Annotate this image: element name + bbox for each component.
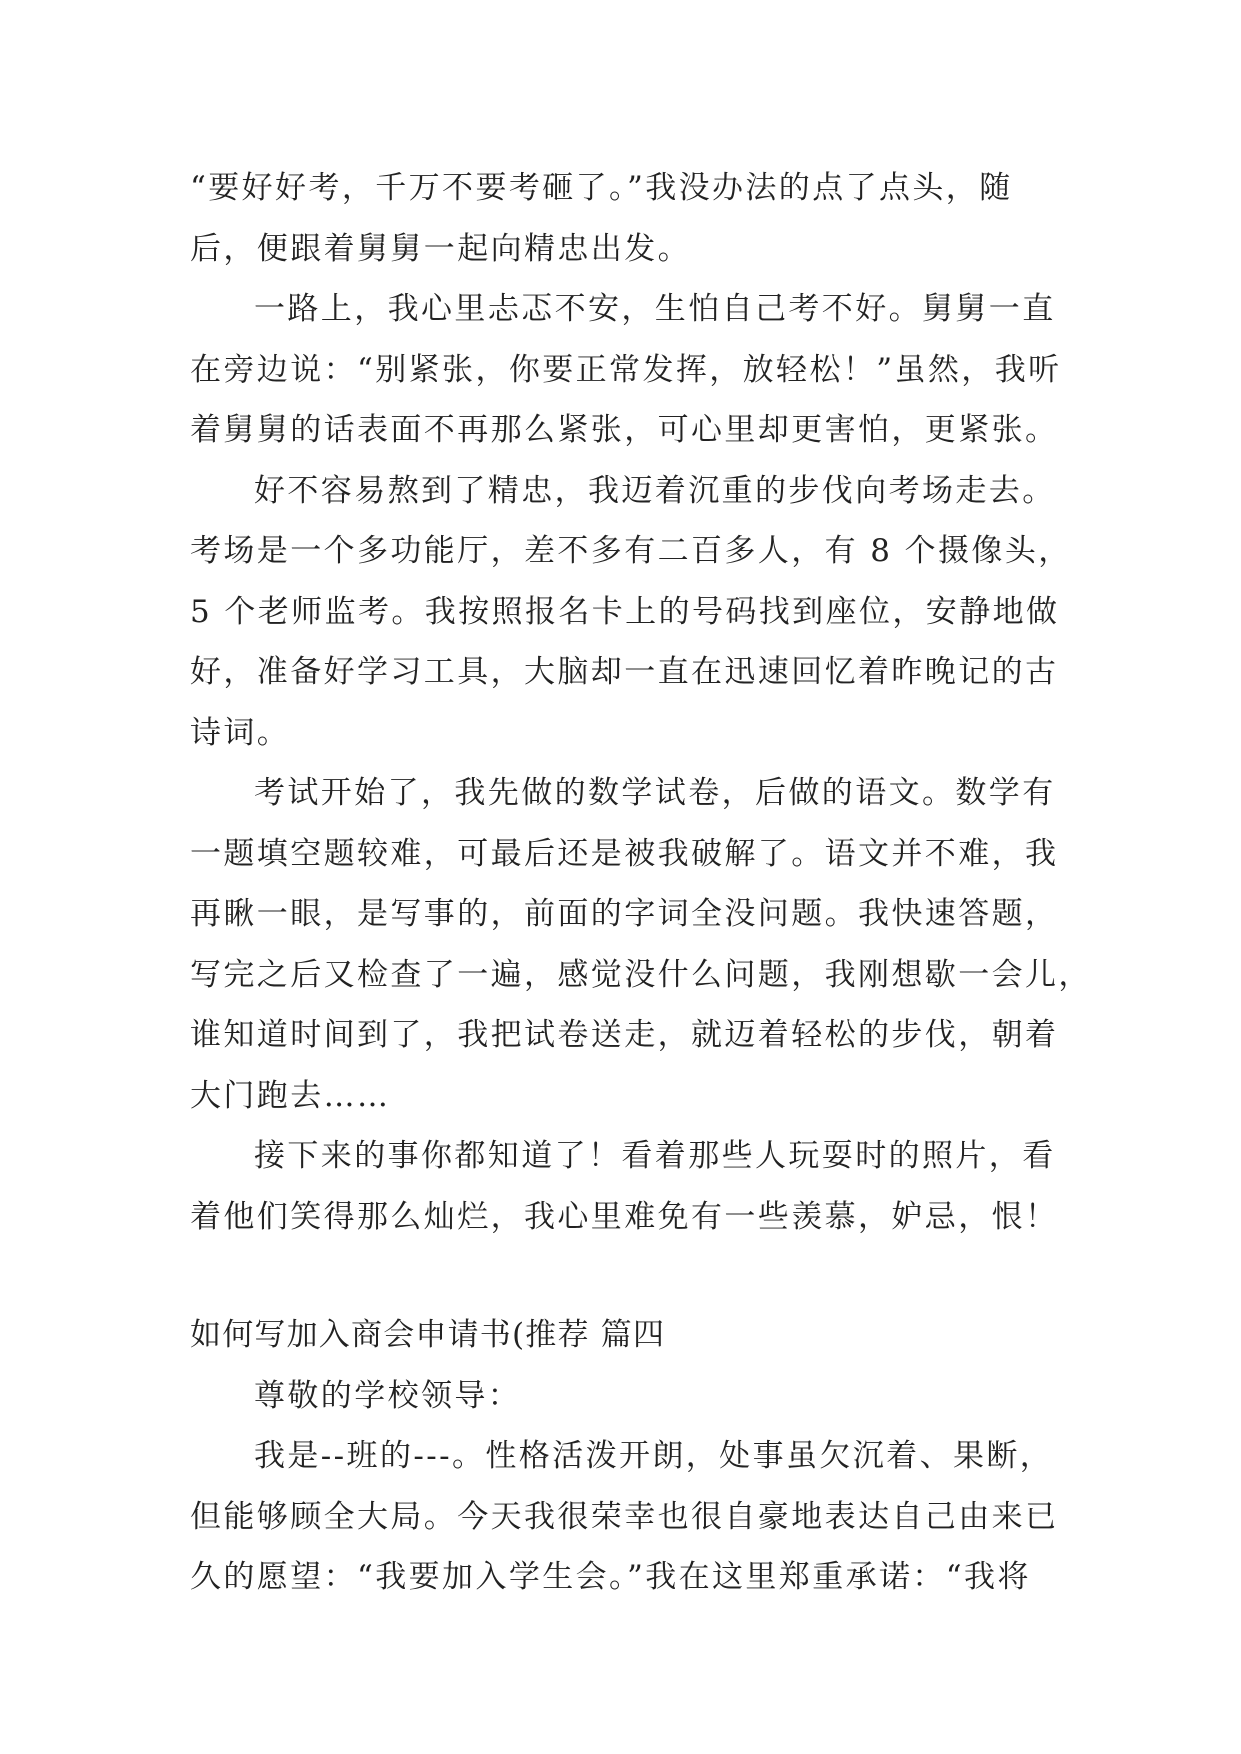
text-line: 大门跑去…… [190, 1077, 391, 1114]
application-paragraph [190, 1426, 1070, 1608]
section-4 [190, 1305, 1070, 1608]
text-line: 5 个老师监考。我按照报名卡上的号码找到座位，安静地做 [190, 593, 1060, 630]
section-heading: 如何写加入商会申请书(推荐 篇四 [190, 1317, 666, 1353]
text-line: 再瞅一眼，是写事的，前面的字词全没问题。我快速答题， [190, 896, 1059, 932]
paragraph-2 [190, 279, 1070, 461]
text-line: 后，便跟着舅舅一起向精忠出发。 [190, 230, 691, 267]
text-line: 着舅舅的话表面不再那么紧张，可心里却更害怕，更紧张。 [190, 412, 1059, 448]
text-line: 写完之后又检查了一遍，感觉没什么问题，我刚想歇一会儿， [190, 956, 1092, 993]
document-page [190, 158, 1092, 1608]
paragraph-5 [190, 1126, 1070, 1247]
text-line: 尊敬的学校领导： [254, 1377, 522, 1414]
text-line: 好不容易熬到了精忠，我迈着沉重的步伐向考场走去。 [254, 472, 1056, 509]
paragraph-3 [190, 461, 1070, 764]
text-line: 着他们笑得那么灿烂，我心里难免有一些羡慕，妒忌，恨！ [190, 1198, 1059, 1235]
text-line: 接下来的事你都知道了！看着那些人玩耍时的照片，看 [254, 1138, 1056, 1174]
text-line: 好，准备好学习工具，大脑却一直在迅速回忆着昨晚记的古 [190, 654, 1059, 690]
paragraph-1 [190, 158, 1070, 279]
text-line: 久的愿望：“我要加入学生会。”我在这里郑重承诺：“我将 [190, 1559, 1031, 1595]
text-line: 一路上，我心里忐忑不安，生怕自己考不好。舅舅一直 [254, 291, 1056, 327]
text-line: 谁知道时间到了，我把试卷送走，就迈着轻松的步伐，朝着 [190, 1017, 1059, 1053]
text-line: 诗词。 [190, 714, 291, 751]
text-line: 考场是一个多功能厅，差不多有二百多人，有 8 个摄像头， [190, 533, 1072, 569]
text-line: 但能够顾全大局。今天我很荣幸也很自豪地表达自己由来已 [190, 1498, 1059, 1535]
text-line: “要好好考，千万不要考砸了。”我没办法的点了点头，随 [190, 170, 1013, 206]
salutation-paragraph [190, 1366, 1070, 1427]
paragraph-4 [190, 763, 1092, 1126]
text-line: 在旁边说：“别紧张，你要正常发挥，放轻松！”虽然，我听 [190, 351, 1062, 388]
text-line: 考试开始了，我先做的数学试卷，后做的语文。数学有 [254, 775, 1056, 811]
text-line: 一题填空题较难，可最后还是被我破解了。语文并不难，我 [190, 835, 1059, 872]
text-line: 我是--班的---。性格活泼开朗，处事虽欠沉着、果断， [254, 1438, 1054, 1474]
essay-body [190, 158, 1092, 1247]
